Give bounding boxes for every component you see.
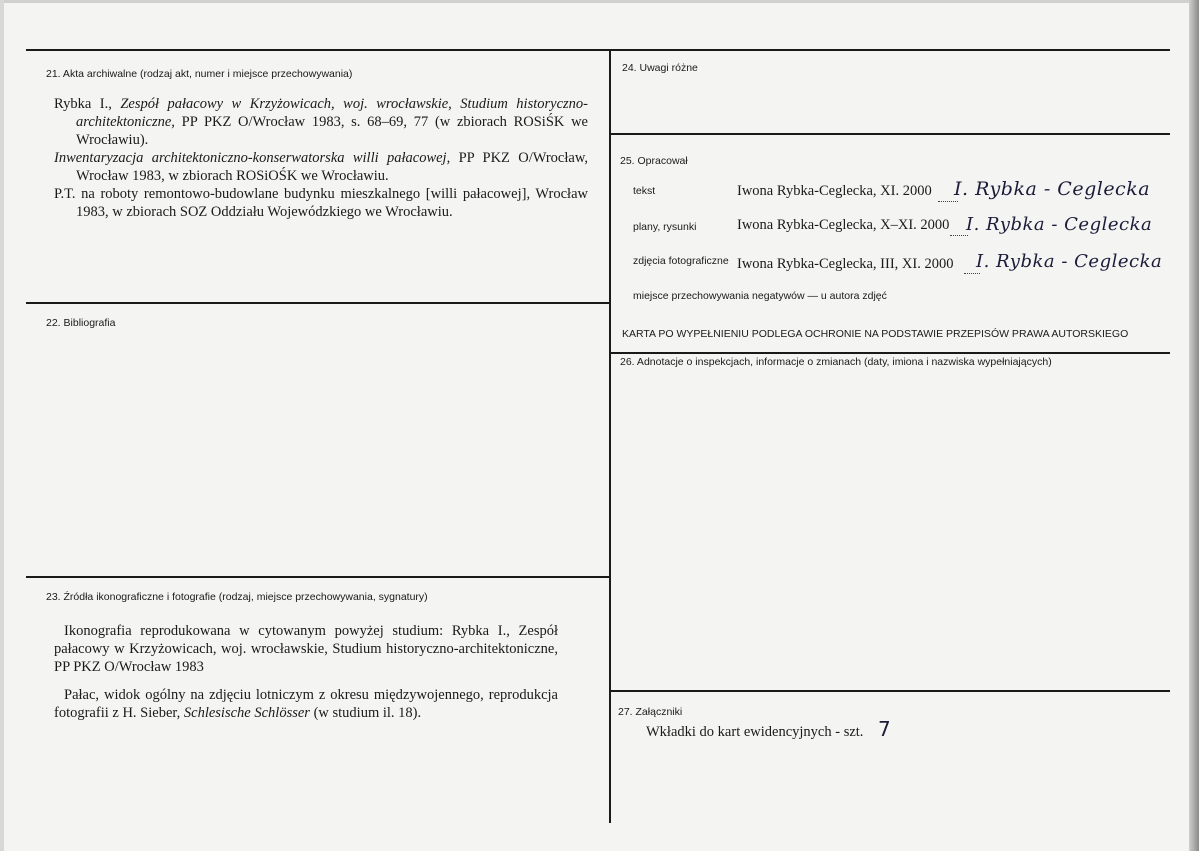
negatives-location: miejsce przechowywania negatywów — u autora zdjęć: [633, 290, 887, 302]
top-border: [26, 49, 1170, 51]
section-21-label: 21. Akta archiwalne (rodzaj akt, numer i miejsce przechowywania): [46, 68, 353, 80]
section-25-label: 25. Opracował: [620, 155, 688, 167]
author-row-1-label: tekst: [633, 185, 656, 197]
section-23-label: 23. Źródła ikonograficzne i fotografie (rodzaj, miejsce przechowywania, sygnatury): [46, 591, 428, 603]
section-26-label: 26. Adnotacje o inspekcjach, informacje o zmianach (daty, imiona i nazwiska wypełniających): [620, 356, 1052, 368]
column-divider: [609, 49, 611, 823]
archival-records-list: [54, 95, 588, 221]
divider-25-26: [610, 352, 1170, 354]
divider-22-23: [26, 576, 610, 578]
author-row-2-value: Iwona Rybka-Ceglecka, X–XI. 2000: [737, 217, 950, 233]
author-row-2-label: plany, rysunki: [633, 221, 697, 233]
archival-entry-2: Inwentaryzacja architektoniczno-konserwatorska willi pałacowej, PP PKZ O/Wrocław, Wrocław 1983, w zbiorach ROSiOŚK we Wrocławiu.: [54, 150, 588, 184]
copyright-notice: KARTA PO WYPEŁNIENIU PODLEGA OCHRONIE NA PODSTAWIE PRZEPISÓW PRAWA AUTORSKIEGO: [622, 328, 1129, 340]
iconography-text: [54, 622, 558, 722]
scan-edge-right: [1189, 0, 1199, 851]
iconography-paragraph-1: Ikonografia reprodukowana w cytowanym powyżej studium: Rybka I., Zespół pałacowy w Krzyżowicach, woj. wrocławskie, Studium historyczno-architektoniczne, PP PKZ O/Wrocław 1983: [54, 623, 558, 675]
scan-edge-left: [0, 0, 4, 851]
archival-entry-1: Rybka I., Zespół pałacowy w Krzyżowicach, woj. wrocławskie, Studium historyczno-architektoniczne, PP PKZ O/Wrocław 1983, s. 68–69, 77 (w zbiorach ROSiŚK we Wrocławiu).: [54, 96, 588, 148]
author-row-1-dots: [938, 200, 958, 202]
archival-entry-3: P.T. na roboty remontowo-budowlane budynku mieszkalnego [willi pałacowej], Wrocław 1983, w zbiorach SOZ Oddziału Wojewódzkiego we Wrocławiu.: [54, 186, 588, 220]
iconography-paragraph-2: Pałac, widok ogólny na zdjęciu lotniczym z okresu międzywojennego, reprodukcja fotografii z H. Sieber, Schlesische Schlösser (w studium il. 18).: [54, 687, 558, 721]
attachments-text: Wkładki do kart ewidencyjnych - szt.: [646, 724, 864, 740]
section-27-label: 27. Załączniki: [618, 706, 683, 718]
author-row-3-dots: [964, 272, 980, 274]
author-row-3-label: zdjęcia fotograficzne: [633, 255, 729, 267]
divider-24-25: [610, 133, 1170, 135]
divider-21-22: [26, 302, 610, 304]
author-row-1-value: Iwona Rybka-Ceglecka, XI. 2000: [737, 183, 932, 199]
section-24-label: 24. Uwagi różne: [622, 62, 698, 74]
author-row-1-signature: I. Rybka - Ceglecka: [954, 178, 1151, 200]
author-row-2-signature: I. Rybka - Ceglecka: [966, 214, 1153, 235]
author-row-3-value: Iwona Rybka-Ceglecka, III, XI. 2000: [737, 256, 954, 272]
section-22-label: 22. Bibliografia: [46, 317, 116, 329]
scan-edge-top: [0, 0, 1199, 3]
divider-26-27: [610, 690, 1170, 692]
author-row-3-signature: I. Rybka - Ceglecka: [976, 251, 1163, 272]
attachments-count: 7: [878, 717, 891, 741]
